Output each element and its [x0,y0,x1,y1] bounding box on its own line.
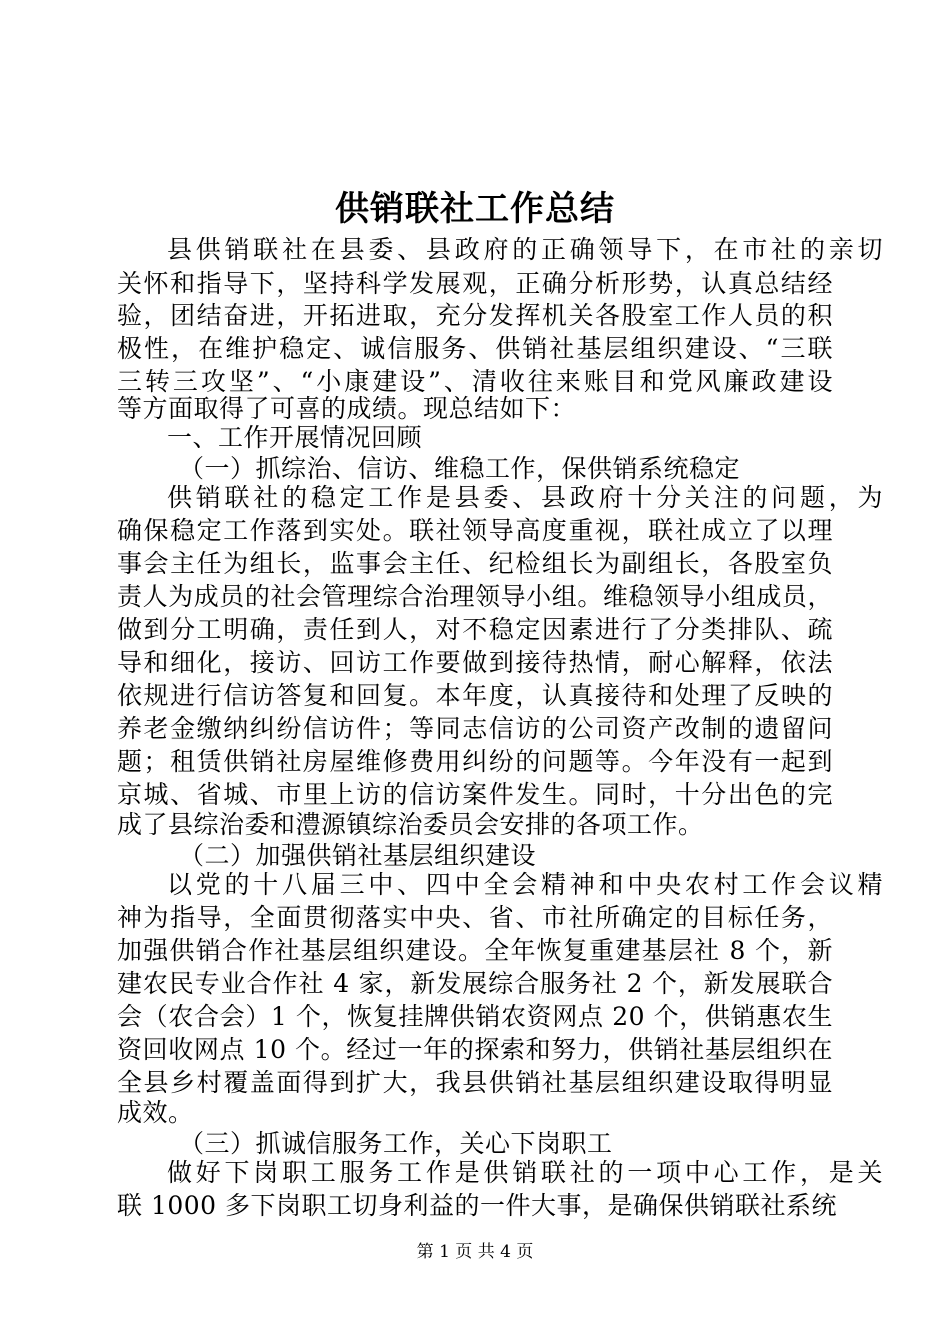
body-line: 建农民专业合作社 4 家，新发展综合服务社 2 个，新发展联合 [117,969,833,998]
body-line: 做到分工明确，责任到人，对不稳定因素进行了分类排队、疏 [117,615,833,644]
body-line: 三转三攻坚”、“小康建设”、清收往来账目和党风廉政建设 [117,367,833,396]
body-line: 做好下岗职工服务工作是供销联社的一项中心工作，是关 [167,1158,883,1187]
body-line: 依规进行信访答复和回复。本年度，认真接待和处理了反映的 [117,681,833,710]
subsection-heading: （三）抓诚信服务工作，关心下岗职工 [179,1129,613,1158]
body-line: 等方面取得了可喜的成绩。现总结如下： [117,394,577,423]
subsection-heading: （二）加强供销社基层组织建设 [179,841,537,870]
body-line: 供销联社的稳定工作是县委、县政府十分关注的问题，为 [167,483,883,512]
section-heading: 一、工作开展情况回顾 [167,423,423,452]
body-line: 责人为成员的社会管理综合治理领导小组。维稳领导小组成员， [117,582,833,611]
body-line: 全县乡村覆盖面得到扩大，我县供销社基层组织建设取得明显 [117,1068,833,1097]
body-line: 验，团结奋进，开拓进取，充分发挥机关各股室工作人员的积 [117,301,833,330]
body-line: 资回收网点 10 个。经过一年的探索和努力，供销社基层组织在 [117,1035,833,1064]
body-line: 事会主任为组长，监事会主任、纪检组长为副组长，各股室负 [117,549,833,578]
document-title: 供销联社工作总结 [335,189,615,229]
body-line: 联 1000 多下岗职工切身利益的一件大事，是确保供销联社系统 [117,1191,838,1220]
body-line: 确保稳定工作落到实处。联社领导高度重视，联社成立了以理 [117,516,833,545]
body-line: 极性，在维护稳定、诚信服务、供销社基层组织建设、“三联 [117,334,833,363]
body-line: 会（农合会）1 个，恢复挂牌供销农资网点 20 个，供销惠农生 [117,1002,833,1031]
body-line: 县供销联社在县委、县政府的正确领导下，在市社的亲切 [167,235,883,264]
body-line: 导和细化，接访、回访工作要做到接待热情，耐心解释，依法 [117,648,833,677]
page-footer: 第 1 页 共 4 页 [416,1242,534,1262]
body-line: 题；租赁供销社房屋维修费用纠纷的问题等。今年没有一起到 [117,747,833,776]
body-line: 以党的十八届三中、四中全会精神和中央农村工作会议精 [167,870,883,899]
body-line: 关怀和指导下，坚持科学发展观，正确分析形势，认真总结经 [117,269,833,298]
body-line: 加强供销合作社基层组织建设。全年恢复重建基层社 8 个，新 [117,936,833,965]
body-line: 神为指导，全面贯彻落实中央、省、市社所确定的目标任务， [117,903,833,932]
body-line: 成了县综治委和澧源镇综治委员会安排的各项工作。 [117,810,704,839]
subsection-heading: （一）抓综治、信访、维稳工作，保供销系统稳定 [179,454,741,483]
body-line: 养老金缴纳纠纷信访件；等同志信访的公司资产改制的遗留问 [117,714,833,743]
body-line: 成效。 [117,1098,194,1127]
body-line: 京城、省城、市里上访的信访案件发生。同时，十分出色的完 [117,780,833,809]
